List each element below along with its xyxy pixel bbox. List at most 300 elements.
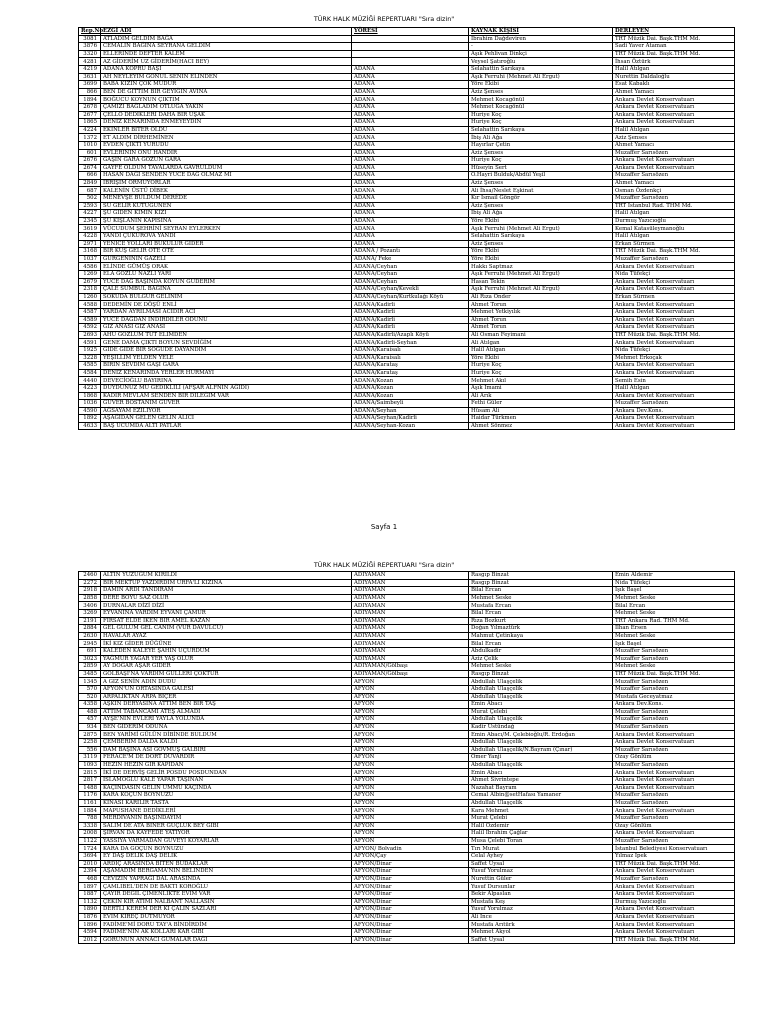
cell-song-name: MAPUSHANE DEDİKLERİ xyxy=(101,807,352,815)
table-row xyxy=(79,126,735,134)
cell-song-name: ÇAMIZI BAĞLADIM OTLUĞA YAKIN xyxy=(101,103,352,111)
cell-compiler: Muzaffer Sarısözen xyxy=(613,761,735,769)
cell-song-name: ARDIÇ ARASINDA BİTEN BUDAKLAR xyxy=(101,860,352,868)
cell-region: ADANA xyxy=(352,225,469,233)
cell-source-person: Veysel Şatıroğlu xyxy=(469,58,613,66)
cell-region: ADANA/Kadirli xyxy=(352,308,469,316)
cell-compiler: Yılmaz İpek xyxy=(613,852,735,860)
cell-region: ADANA/Karaisalı xyxy=(352,346,469,354)
cell-rep-no: 2394 xyxy=(79,868,101,876)
cell-rep-no: 2693 xyxy=(79,331,101,339)
cell-compiler: Kemal Katasüleymanoğlu xyxy=(613,225,735,233)
table-row xyxy=(79,354,735,362)
cell-source-person: Rasgıp Binzat xyxy=(469,579,613,587)
cell-song-name: AFYON'UN ORTASINDA GALESİ xyxy=(101,685,352,693)
cell-compiler: Ankara Dev.Kons. xyxy=(613,407,735,415)
cell-compiler: Muzaffer Sarısözen xyxy=(613,195,735,203)
table-row xyxy=(79,103,735,111)
cell-rep-no: 934 xyxy=(79,723,101,731)
cell-song-name: İSLAMOĞLU KALE YAPAR TAŞINAN xyxy=(101,777,352,785)
cell-rep-no: 1894 xyxy=(79,96,101,104)
repertoire-table-page-1 xyxy=(78,27,735,430)
table-row xyxy=(79,852,735,860)
cell-source-person: Hüsam Ali xyxy=(469,407,613,415)
cell-song-name: HAVALAR AYAZ xyxy=(101,632,352,640)
cell-region: AFYON/Dinar xyxy=(352,868,469,876)
table-row xyxy=(79,723,735,731)
header-region: YÖRESİ xyxy=(352,28,469,36)
cell-rep-no: 2010 xyxy=(79,860,101,868)
cell-source-person: Mustafa Ercan xyxy=(469,602,613,610)
cell-rep-no: 457 xyxy=(79,716,101,724)
cell-rep-no: 1892 xyxy=(79,415,101,423)
table-row xyxy=(79,362,735,370)
cell-region: ADIYAMAN xyxy=(352,640,469,648)
header-compiler: DERLEYEN xyxy=(613,28,735,36)
table-row xyxy=(79,739,735,747)
cell-compiler: Muzaffer Sarısözen xyxy=(613,792,735,800)
cell-compiler: Aziz Şenses xyxy=(613,134,735,142)
cell-song-name: BABA KIZIN ÇOK MUDUR xyxy=(101,81,352,89)
cell-rep-no: 1876 xyxy=(79,913,101,921)
table-row xyxy=(79,369,735,377)
cell-region: ADIYAMAN xyxy=(352,647,469,655)
header-song-name: EZGİ ADI xyxy=(101,28,352,36)
cell-region: ADANA/ Feke xyxy=(352,255,469,263)
cell-rep-no: 2858 xyxy=(79,594,101,602)
table-row xyxy=(79,609,735,617)
cell-song-name: A GIZ SENİN ADIN DUDU xyxy=(101,678,352,686)
cell-rep-no: 4224 xyxy=(79,126,101,134)
cell-rep-no: 570 xyxy=(79,685,101,693)
cell-rep-no: 1010 xyxy=(79,141,101,149)
cell-rep-no: 687 xyxy=(79,187,101,195)
table-row xyxy=(79,43,735,51)
table-row xyxy=(79,217,735,225)
cell-compiler: Durmuş Yazıcıoğlu xyxy=(613,898,735,906)
cell-region: ADANA/Kozan xyxy=(352,377,469,385)
cell-rep-no: 4592 xyxy=(79,324,101,332)
cell-rep-no: 1724 xyxy=(79,845,101,853)
cell-rep-no: 4589 xyxy=(79,316,101,324)
cell-rep-no: 1897 xyxy=(79,883,101,891)
table-body xyxy=(79,35,735,430)
cell-rep-no: 520 xyxy=(79,693,101,701)
cell-rep-no: 866 xyxy=(79,88,101,96)
cell-rep-no: 1260 xyxy=(79,293,101,301)
cell-rep-no: 2918 xyxy=(79,587,101,595)
cell-song-name: AŞAMADIM BERGAMA'NIN BELİNDEN xyxy=(101,868,352,876)
cell-compiler: Ankara Devlet Konservatuarı xyxy=(613,96,735,104)
cell-compiler: Halil Atılgan xyxy=(613,126,735,134)
cell-region: AFYON xyxy=(352,815,469,823)
cell-compiler: Ankara Devlet Konservatuarı xyxy=(613,890,735,898)
cell-region: ADIYAMAN xyxy=(352,572,469,580)
cell-compiler: Işık Başel xyxy=(613,640,735,648)
cell-compiler: Ankara Devlet Konservatuarı xyxy=(613,906,735,914)
cell-song-name: ATTIM TABANCAMI ATEŞ ALMADI xyxy=(101,708,352,716)
cell-source-person: İbiş Ali Ağa xyxy=(469,210,613,218)
cell-compiler: Ankara Devlet Konservatuarı xyxy=(613,164,735,172)
cell-rep-no: 3338 xyxy=(79,822,101,830)
cell-compiler: Ahmet Yamacı xyxy=(613,179,735,187)
cell-source-person: Aziz Şenses xyxy=(469,149,613,157)
cell-source-person: Aşık Ferruhi (Mehmet Ali Ergut) xyxy=(469,286,613,294)
cell-compiler: Halil Atılgan xyxy=(613,233,735,241)
cell-song-name: BEN DE GİTTİM BİR GEYİĞİN AVINA xyxy=(101,88,352,96)
cell-compiler: Muzaffer Sarısözen xyxy=(613,655,735,663)
cell-rep-no: 1925 xyxy=(79,346,101,354)
table-row xyxy=(79,35,735,43)
page-title: TÜRK HALK MÜZİĞİ REPERTUARI "Sıra dizin" xyxy=(313,15,455,23)
cell-compiler: Ankara Devlet Konservatuarı xyxy=(613,422,735,430)
cell-region: ADANA/Ceyhan/Kurtkulağı Köyü xyxy=(352,293,469,301)
cell-rep-no: 691 xyxy=(79,647,101,655)
table-row xyxy=(79,792,735,800)
cell-compiler: Ankara Devlet Konservatuarı xyxy=(613,769,735,777)
cell-rep-no: 1036 xyxy=(79,400,101,408)
cell-region: AFYON xyxy=(352,746,469,754)
cell-compiler: Halil Atılgan xyxy=(613,210,735,218)
cell-source-person: Rasgıp Binzat xyxy=(469,670,613,678)
cell-rep-no: 2859 xyxy=(79,663,101,671)
cell-source-person: Aziz Çelik xyxy=(469,655,613,663)
cell-region: AFYON/Dinar xyxy=(352,890,469,898)
cell-compiler: İhsan Öztürk xyxy=(613,58,735,66)
cell-compiler: Nida Tüfekçi xyxy=(613,346,735,354)
cell-rep-no: 2945 xyxy=(79,640,101,648)
cell-region: ADANA xyxy=(352,81,469,89)
cell-compiler: Esat Kabaklı xyxy=(613,81,735,89)
cell-compiler: Ankara Devlet Konservatuarı xyxy=(613,913,735,921)
cell-rep-no: 1372 xyxy=(79,134,101,142)
cell-region: AFYON/ Bolvadin xyxy=(352,845,469,853)
table-row xyxy=(79,316,735,324)
cell-source-person: Haidar Türkmen xyxy=(469,415,613,423)
cell-source-person: Selahattin Sarıkaya xyxy=(469,233,613,241)
cell-source-person: Mehmet Yetkiyılık xyxy=(469,308,613,316)
cell-song-name: ÇAMLIBEL'DEN DE BAKTI KOROĞLU xyxy=(101,883,352,891)
cell-rep-no: 4586 xyxy=(79,263,101,271)
cell-source-person: Yöre Ekibi xyxy=(469,217,613,225)
cell-source-person: Bilal Ercan xyxy=(469,587,613,595)
cell-song-name: BAŞ UCUMDA ALTI PATLAR xyxy=(101,422,352,430)
cell-region: AFYON xyxy=(352,716,469,724)
cell-source-person: Hüseyin Sert xyxy=(469,164,613,172)
cell-region: AFYON xyxy=(352,837,469,845)
cell-rep-no: 4228 xyxy=(79,233,101,241)
cell-region: AFYON xyxy=(352,807,469,815)
cell-rep-no: 3694 xyxy=(79,852,101,860)
cell-source-person: Abdullah Ulaşçelik xyxy=(469,799,613,807)
cell-song-name: ATLADIM GELDİM BAĞA xyxy=(101,35,352,43)
cell-song-name: BİR MEKTUP YAZDIRDIM URFA'LI KIZINA xyxy=(101,579,352,587)
cell-compiler: TRT Müzik Dai. Başk.THM Md. xyxy=(613,936,735,944)
cell-region: ADANA xyxy=(352,195,469,203)
cell-source-person: Saffet Uysal xyxy=(469,860,613,868)
cell-compiler: Muzaffer Sarısözen xyxy=(613,685,735,693)
table-row xyxy=(79,233,735,241)
cell-compiler: Ankara Devlet Konservatuarı xyxy=(613,830,735,838)
cell-song-name: DERTLİ KEREM DER Kİ ÇALIN SAZLARI xyxy=(101,906,352,914)
cell-rep-no: 2817 xyxy=(79,777,101,785)
cell-region: ADIYAMAN xyxy=(352,579,469,587)
table-row xyxy=(79,149,735,157)
cell-song-name: ELİNDE GÜMÜŞ ORAK xyxy=(101,263,352,271)
cell-region xyxy=(352,58,469,66)
cell-song-name: ET ALDIM DİRHEMİNEN xyxy=(101,134,352,142)
cell-song-name: DENİZ KENARINDA YERLER HURMAYI xyxy=(101,369,352,377)
cell-region: ADANA/Seyhan-Kozan xyxy=(352,422,469,430)
table-row xyxy=(79,58,735,66)
cell-source-person: Nurettin Güler xyxy=(469,875,613,883)
cell-source-person: Abdulkadir xyxy=(469,647,613,655)
cell-source-person: O.Hayri Bulduk/Abdül Yeşil xyxy=(469,172,613,180)
cell-song-name: EKİNLER BİTER OLDU xyxy=(101,126,352,134)
cell-source-person: Bilal Ercan xyxy=(469,640,613,648)
cell-region: ADANA xyxy=(352,233,469,241)
cell-song-name: EVİM KİREÇ DÜTMÜYOR xyxy=(101,913,352,921)
cell-region: ADIYAMAN xyxy=(352,655,469,663)
cell-source-person: Halil Özdemir xyxy=(469,822,613,830)
table-row xyxy=(79,248,735,256)
table-row xyxy=(79,65,735,73)
cell-rep-no: 4590 xyxy=(79,407,101,415)
cell-region: AFYON xyxy=(352,723,469,731)
cell-region: ADIYAMAN xyxy=(352,617,469,625)
cell-compiler: Muzaffer Sarısözen xyxy=(613,678,735,686)
cell-compiler: Mustafa Geceyatmaz xyxy=(613,693,735,701)
cell-region: AFYON/Dinar xyxy=(352,928,469,936)
table-row xyxy=(79,685,735,693)
cell-song-name: ADANA KÖPRÜ BAŞI xyxy=(101,65,352,73)
cell-rep-no: 2008 xyxy=(79,830,101,838)
cell-song-name: DEVECİOĞLU BAYIRINA xyxy=(101,377,352,385)
cell-rep-no: 4588 xyxy=(79,301,101,309)
cell-region: ADIYAMAN xyxy=(352,594,469,602)
cell-source-person: Halil Atılgan xyxy=(469,346,613,354)
cell-compiler: Muzaffer Sarısözen xyxy=(613,746,735,754)
cell-region: ADIYAMAN/Gölbaşı xyxy=(352,663,469,671)
table-row xyxy=(79,906,735,914)
table-row xyxy=(79,81,735,89)
cell-song-name: FADİME'Mİ DORU TAY'A BİNDİRDİM xyxy=(101,921,352,929)
cell-source-person: Hayırlar Çetin xyxy=(469,141,613,149)
cell-song-name: GÖLBAŞI'NA VARDIM GÜLLERİ ÇOKTUR xyxy=(101,670,352,678)
cell-region: ADANA/Seyhan xyxy=(352,407,469,415)
cell-rep-no: 1122 xyxy=(79,837,101,845)
page-title: TÜRK HALK MÜZİĞİ REPERTUARI "Sıra dizin" xyxy=(313,561,455,569)
cell-source-person: Huriye Koç xyxy=(469,111,613,119)
cell-rep-no: 2875 xyxy=(79,731,101,739)
table-row xyxy=(79,286,735,294)
cell-compiler: Muzaffer Sarısözen xyxy=(613,799,735,807)
cell-region: ADANA xyxy=(352,88,469,96)
table-row xyxy=(79,769,735,777)
cell-song-name: GAŞIN GARA GÖZÜN GARA xyxy=(101,157,352,165)
cell-song-name: ELA GÖZLÜ NAZLI YÂRİ xyxy=(101,271,352,279)
cell-song-name: CEMALİN BAĞINA SEYRANA GELDİM xyxy=(101,43,352,51)
cell-region: ADANA / Pozantı xyxy=(352,248,469,256)
cell-source-person: Mahmut Çetinkaya xyxy=(469,632,613,640)
cell-source-person: Mehmet Kocagönül xyxy=(469,103,613,111)
table-row xyxy=(79,164,735,172)
table-row xyxy=(79,172,735,180)
table-row xyxy=(79,331,735,339)
cell-region: ADANA xyxy=(352,141,469,149)
cell-region: ADANA/Ceyhan xyxy=(352,278,469,286)
cell-source-person: Mehmet Akyol xyxy=(469,928,613,936)
cell-song-name: DERE BOYU SAZ OLUR xyxy=(101,594,352,602)
cell-song-name: FADİME'NİN AK KOLLARI KAR GİBİ xyxy=(101,928,352,936)
table-row xyxy=(79,655,735,663)
cell-region: AFYON/Dinar xyxy=(352,921,469,929)
cell-song-name: GÜVER BOSTANIM GÜVER xyxy=(101,400,352,408)
cell-compiler: Ankara Devlet Konservatuarı xyxy=(613,415,735,423)
cell-compiler: Özay Gönlüm xyxy=(613,754,735,762)
table-row xyxy=(79,815,735,823)
cell-song-name: KALENİN ÜSTÜ DİBEK xyxy=(101,187,352,195)
cell-compiler: Nida Tüfekçi xyxy=(613,271,735,279)
cell-rep-no: 2345 xyxy=(79,217,101,225)
table-row xyxy=(79,240,735,248)
cell-rep-no: 1037 xyxy=(79,255,101,263)
cell-source-person: Aziz Şenses xyxy=(469,240,613,248)
cell-compiler: Erkan Sürmen xyxy=(613,240,735,248)
cell-song-name: HEZİN HEZİN GİR KAPIDAN xyxy=(101,761,352,769)
table-row xyxy=(79,50,735,58)
cell-source-person: İbrahim Dağdeviren xyxy=(469,35,613,43)
cell-song-name: BEN GİDERİM ODUNA xyxy=(101,723,352,731)
cell-compiler: TRT İstanbul Rad. THM Md. xyxy=(613,202,735,210)
table-row xyxy=(79,617,735,625)
table-row xyxy=(79,339,735,347)
cell-region: AFYON xyxy=(352,761,469,769)
cell-song-name: DÜYDÜNÜZ MÜ GEDİKLİLİ (AFŞAR ALFNIN AĞIDI) xyxy=(101,384,352,392)
cell-song-name: MERDİVANIN BAŞINDAYIM xyxy=(101,815,352,823)
cell-rep-no: 4585 xyxy=(79,362,101,370)
cell-region: AFYON/Dinar xyxy=(352,906,469,914)
table-row xyxy=(79,670,735,678)
cell-source-person: Yöre Ekibi xyxy=(469,255,613,263)
cell-rep-no: 2815 xyxy=(79,769,101,777)
cell-region: ADANA xyxy=(352,111,469,119)
cell-source-person: Ali Arık xyxy=(469,392,613,400)
cell-source-person: Abdullah Ulaşçelik xyxy=(469,685,613,693)
cell-song-name: AŞAĞIDAN GELEN GELİN ALICI xyxy=(101,415,352,423)
cell-compiler: Ahmet Yamacı xyxy=(613,88,735,96)
cell-compiler: Emin Aldemir xyxy=(613,572,735,580)
cell-region: AFYON xyxy=(352,708,469,716)
cell-region: AFYON/Dinar xyxy=(352,883,469,891)
table-row xyxy=(79,777,735,785)
cell-rep-no: 1890 xyxy=(79,906,101,914)
cell-compiler: Muzaffer Sarısözen xyxy=(613,400,735,408)
cell-compiler: Muzaffer Sarısözen xyxy=(613,172,735,180)
cell-compiler: TRT Müzik Dai. Başk.THM Md. xyxy=(613,860,735,868)
table-row xyxy=(79,271,735,279)
cell-source-person: Emin Abacı/M. Çelebioğlu/R. Erdoğan xyxy=(469,731,613,739)
cell-source-person: Hasan Tekin xyxy=(469,278,613,286)
cell-song-name: EYVANINA VARDIM EYVANI ÇAMUR xyxy=(101,609,352,617)
cell-compiler: Durmuş Yazıcıoğlu xyxy=(613,217,735,225)
cell-compiler: Halil Atılgan xyxy=(613,65,735,73)
cell-source-person: Cemal Albin@setHafası Yamaner xyxy=(469,792,613,800)
cell-rep-no: 1887 xyxy=(79,890,101,898)
cell-source-person: Aziz Şenses xyxy=(469,179,613,187)
cell-region: ADANA xyxy=(352,73,469,81)
cell-rep-no: 2272 xyxy=(79,579,101,587)
cell-region: ADANA xyxy=(352,179,469,187)
table-row xyxy=(79,422,735,430)
cell-compiler: Ankara Devlet Konservatuarı xyxy=(613,731,735,739)
cell-source-person: Kır İsmail Göngör xyxy=(469,195,613,203)
cell-region: AFYON xyxy=(352,693,469,701)
cell-rep-no: 601 xyxy=(79,149,101,157)
cell-song-name: EY DAŞ DELİK DAŞ DELİK xyxy=(101,852,352,860)
table-row xyxy=(79,731,735,739)
cell-compiler: Sadi Yaver Ataman xyxy=(613,43,735,51)
cell-song-name: AĞSAYAM EZİLİYOR xyxy=(101,407,352,415)
table-row xyxy=(79,392,735,400)
cell-region: ADANA xyxy=(352,202,469,210)
cell-rep-no: 488 xyxy=(79,708,101,716)
cell-source-person: Yusuf Yorulmaz xyxy=(469,868,613,876)
cell-compiler: Ankara Devlet Konservatuarı xyxy=(613,308,735,316)
cell-region: ADANA/Ceyhan xyxy=(352,271,469,279)
cell-compiler: Erkan Sürmen xyxy=(613,293,735,301)
cell-region: ADANA/Kadirli/Azaplı Köyü xyxy=(352,331,469,339)
cell-song-name: KARA DA GOÇUN BOYNUZU xyxy=(101,845,352,853)
cell-source-person: Aşık Ferruhi (Mehmet Ali Ergut) xyxy=(469,73,613,81)
table-row xyxy=(79,883,735,891)
cell-region: ADANA/Karataş xyxy=(352,369,469,377)
cell-compiler: Ankara Devlet Konservatuarı xyxy=(613,868,735,876)
cell-compiler: Bilal Ercan xyxy=(613,602,735,610)
cell-song-name: ÇALE SÜMBÜL BAĞINA xyxy=(101,286,352,294)
cell-source-person: Saffet Uysal xyxy=(469,936,613,944)
cell-region: ADANA/Kadirli-Seyhan xyxy=(352,339,469,347)
cell-song-name: İBRİŞİM ORMUYORLAR xyxy=(101,179,352,187)
cell-source-person: Musa Çelebi Toran xyxy=(469,837,613,845)
cell-region: ADANA/Seyhan/Kadirli xyxy=(352,415,469,423)
cell-song-name: DURNALAR DİZİ DİZİ xyxy=(101,602,352,610)
cell-source-person: Emin Abacı xyxy=(469,769,613,777)
cell-region: ADANA/Kadirli xyxy=(352,301,469,309)
cell-song-name: GİDE GİDE BİR SOĞUDE DAYANDIM xyxy=(101,346,352,354)
cell-region: AFYON/Dinar xyxy=(352,860,469,868)
cell-region: AFYON xyxy=(352,830,469,838)
cell-compiler: TRT Müzik Dai. Başk.THM Md. xyxy=(613,248,735,256)
cell-rep-no: 2012 xyxy=(79,936,101,944)
table-row xyxy=(79,377,735,385)
table-row xyxy=(79,73,735,81)
cell-region xyxy=(352,35,469,43)
cell-region: ADANA/Saimbeyli xyxy=(352,400,469,408)
cell-region: ADANA xyxy=(352,240,469,248)
table-row xyxy=(79,111,735,119)
cell-rep-no: 4227 xyxy=(79,210,101,218)
cell-song-name: İKİ DE DERVİŞ GELİR POSDU POSDUNDAN xyxy=(101,769,352,777)
table-row xyxy=(79,346,735,354)
cell-song-name: AZ GİDERİM UZ GİDERİM(HACI BEY) xyxy=(101,58,352,66)
cell-compiler: Ankara Devlet Konservatuarı xyxy=(613,883,735,891)
cell-song-name: ŞU KIŞLANIN KAPISINA xyxy=(101,217,352,225)
cell-compiler: Özay Gönlüm xyxy=(613,822,735,830)
table-row xyxy=(79,195,735,203)
cell-compiler: Ankara Devlet Konservatuarı xyxy=(613,807,735,815)
cell-region: ADIYAMAN xyxy=(352,632,469,640)
